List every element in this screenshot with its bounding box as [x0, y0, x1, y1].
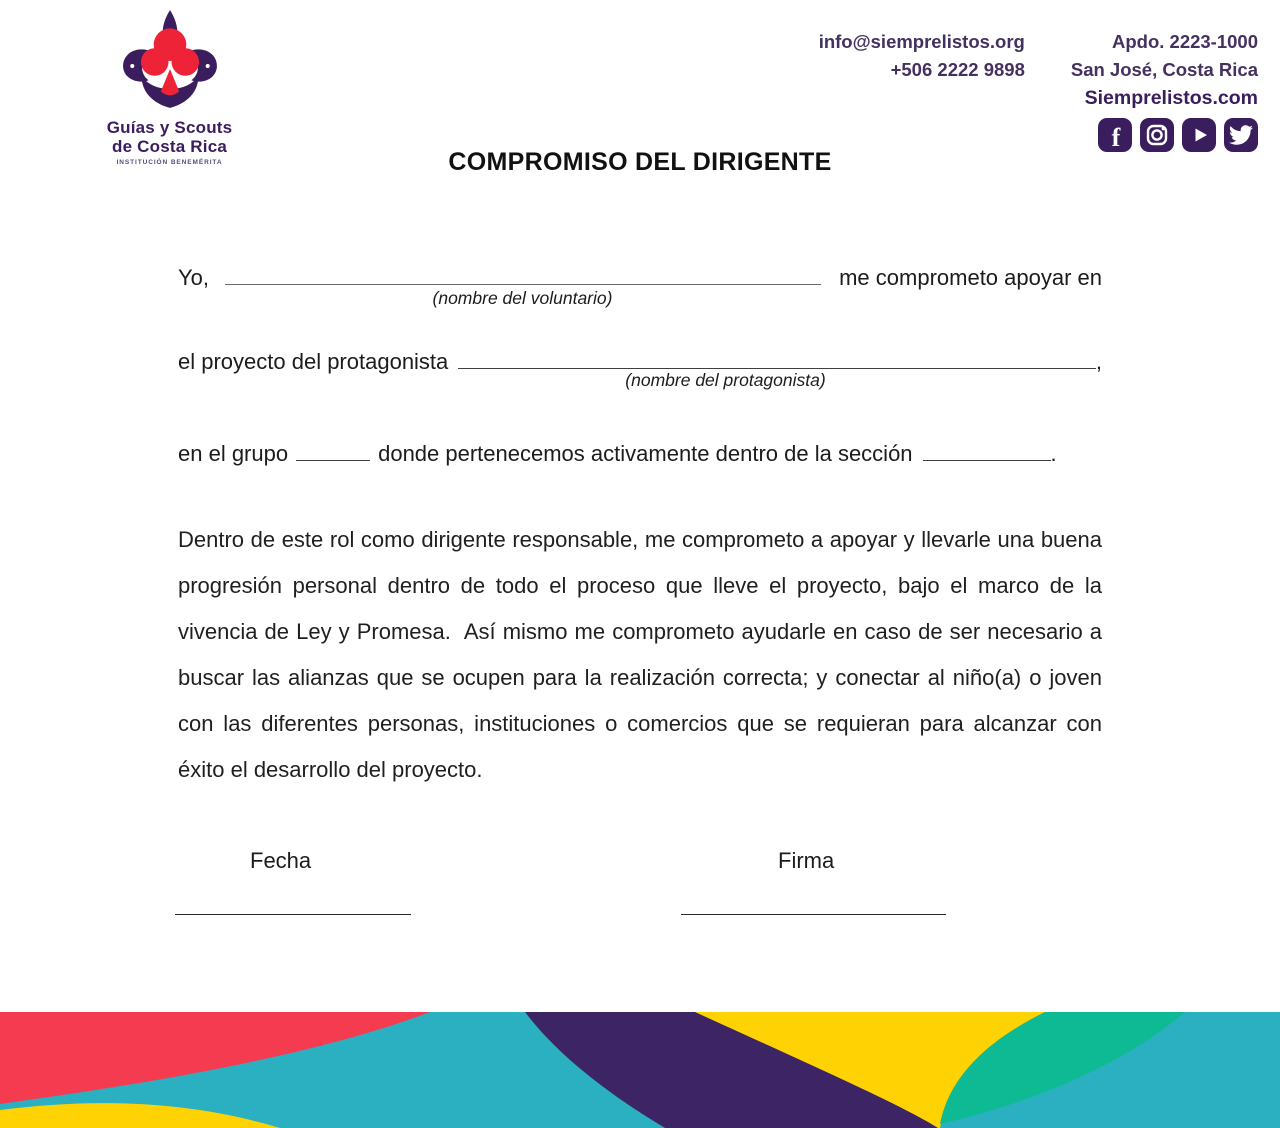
- footer-wave-graphic: [0, 1012, 1280, 1128]
- line2-suffix: ,: [1095, 349, 1102, 374]
- blank-volunteer-name: [225, 250, 821, 285]
- line-volunteer: [178, 250, 1102, 291]
- line-group-section: [178, 434, 1102, 467]
- contact-po-box: Apdo. 2223-1000: [1111, 31, 1258, 52]
- youtube-icon[interactable]: [1182, 118, 1216, 152]
- line3-part2: donde pertenecemos activamente dentro de la sección: [378, 441, 913, 466]
- document-body: [178, 0, 1109, 1000]
- org-name-line2: de Costa Rica: [111, 137, 228, 156]
- contact-phone: +506 2222 9898: [890, 59, 1025, 80]
- contact-location: San José, Costa Rica: [1070, 59, 1258, 80]
- page-title: COMPROMISO DEL DIRIGENTE: [448, 148, 832, 176]
- line3-part3: .: [1050, 441, 1057, 466]
- line1-prefix: Yo,: [178, 265, 210, 290]
- contact-website: Siemprelistos.com: [1084, 87, 1258, 109]
- line1-suffix: me comprometo apoyar en: [839, 265, 1102, 290]
- twitter-icon[interactable]: [1224, 118, 1258, 152]
- org-tagline: INSTITUCIÓN BENEMÉRITA: [116, 159, 223, 166]
- blank-section-name: [923, 434, 1051, 461]
- svg-text:f: f: [1111, 123, 1121, 152]
- signature-label: Firma: [778, 848, 835, 873]
- blank-date-line: [175, 890, 411, 915]
- blank-protagonist-name: [458, 342, 1096, 369]
- contact-email: info@siemprelistos.org: [818, 31, 1025, 52]
- blank-group-number: [296, 434, 370, 461]
- facebook-icon[interactable]: [1098, 118, 1132, 152]
- instagram-icon[interactable]: [1140, 118, 1174, 152]
- blank-signature-line: [681, 890, 946, 915]
- commitment-paragraph: Dentro de este rol como dirigente responsable, me comprometo a apoyar y llevarle una buena progresión personal dentro de todo el proceso que lleve el proyecto, bajo el marco de la vivencia de Ley y Promesa. Así mismo me comprometo ayudarle en caso de ser necesario a buscar las alianzas que se ocupen para la realización correcta; y conectar al niño(a) o joven con las diferentes personas, instituciones o comercios que se requieran para alcanzar con éxito el desarrollo del proyecto.: [178, 527, 1109, 782]
- hint-protagonist-name: (nombre del protagonista): [625, 370, 826, 390]
- hint-volunteer-name: (nombre del voluntario): [432, 288, 613, 308]
- org-name-line1: Guías y Scouts: [106, 118, 233, 137]
- line3-part1: en el grupo: [178, 441, 289, 466]
- date-label: Fecha: [250, 848, 312, 873]
- line2-prefix: el proyecto del protagonista: [178, 349, 449, 374]
